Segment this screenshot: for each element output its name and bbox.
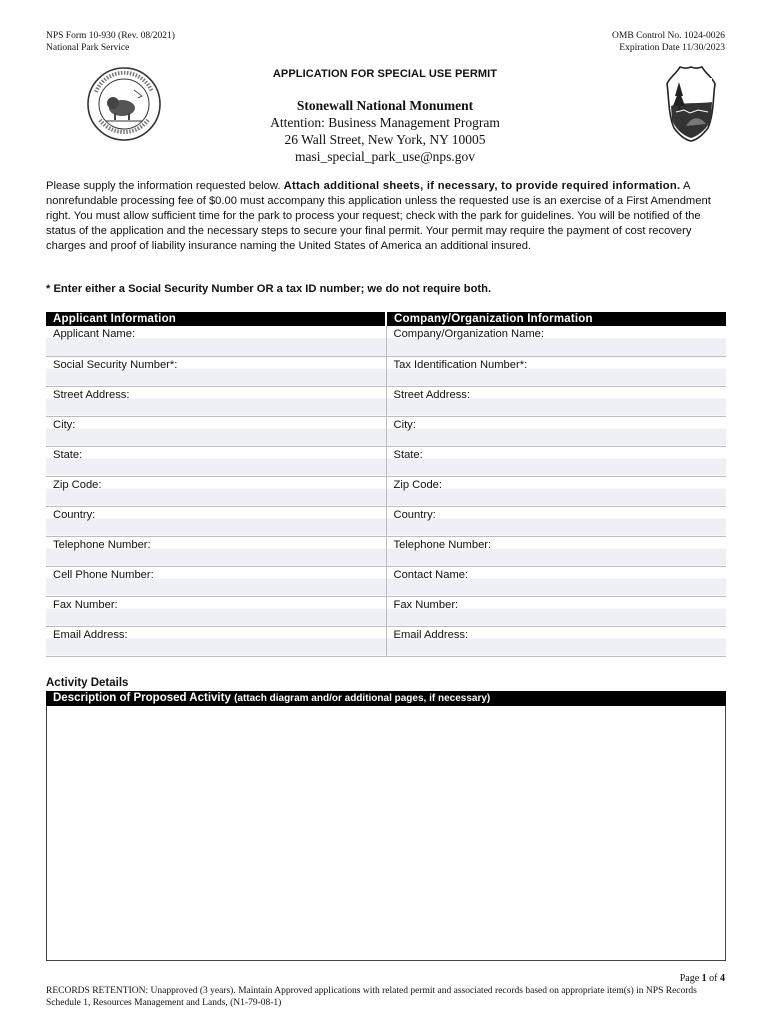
- company-city-field[interactable]: City:: [386, 416, 726, 446]
- table-row: [46, 356, 726, 386]
- attention-line: Attention: Business Management Program: [270, 115, 500, 130]
- company-fax-field[interactable]: Fax Number:: [386, 596, 726, 626]
- instructions-bold: Attach additional sheets, if necessary, to provide required information.: [283, 180, 681, 192]
- company-state-field[interactable]: State:: [386, 446, 726, 476]
- applicant-cell-field[interactable]: Cell Phone Number:: [46, 566, 386, 596]
- company-street-field[interactable]: Street Address:: [386, 386, 726, 416]
- ssn-field[interactable]: Social Security Number*:: [46, 356, 386, 386]
- instructions-rest: A nonrefundable processing fee of $0.00 must accompany this application unless the requested use is an exercise of a First Amendment right. You must allow sufficient time for the park to process your request; check with the park for guidelines. You will be notified of the status of the application and the necessary steps to secure your final permit. Your permit may require the payment of cost recovery charges and proof of liability insurance naming the United States of America an additional insured.: [46, 180, 711, 252]
- applicant-city-field[interactable]: City:: [46, 416, 386, 446]
- table-row: [46, 566, 726, 596]
- activity-details-title: Activity Details: [46, 677, 129, 689]
- activity-description-label: Description of Proposed Activity: [53, 692, 231, 704]
- applicant-phone-field[interactable]: Telephone Number:: [46, 536, 386, 566]
- applicant-street-field[interactable]: Street Address:: [46, 386, 386, 416]
- omb-control-number: OMB Control No. 1024-0026: [612, 31, 725, 41]
- page-current: 1: [701, 973, 707, 984]
- park-name: Stonewall National Monument: [296, 98, 474, 113]
- table-row: [46, 626, 726, 656]
- applicant-zip-field[interactable]: Zip Code:: [46, 476, 386, 506]
- table-row: [46, 536, 726, 566]
- park-address-block: [0, 97, 770, 165]
- ssn-tax-id-note: * Enter either a Social Security Number OR a tax ID number; we do not require both.: [46, 283, 492, 295]
- form-number: NPS Form 10-930 (Rev. 08/2021): [46, 31, 175, 41]
- company-zip-field[interactable]: Zip Code:: [386, 476, 726, 506]
- company-info-header: Company/Organization Information: [386, 312, 726, 326]
- activity-description-note: (attach diagram and/or additional pages, if necessary): [234, 693, 491, 704]
- instructions-paragraph: [46, 179, 726, 254]
- table-row: [46, 416, 726, 446]
- page-label: Page: [679, 973, 700, 984]
- form-header-right: [612, 31, 725, 54]
- table-row: [46, 476, 726, 506]
- company-phone-field[interactable]: Telephone Number:: [386, 536, 726, 566]
- street-address: 26 Wall Street, New York, NY 10005: [284, 132, 486, 147]
- company-contact-field[interactable]: Contact Name:: [386, 566, 726, 596]
- table-row: [46, 506, 726, 536]
- company-email-field[interactable]: Email Address:: [386, 626, 726, 656]
- applicant-name-field[interactable]: Applicant Name:: [46, 326, 386, 356]
- table-row: [46, 386, 726, 416]
- table-row: [46, 446, 726, 476]
- applicant-info-table: [46, 312, 726, 657]
- instructions-lead: Please supply the information requested below.: [46, 180, 281, 192]
- applicant-email-field[interactable]: Email Address:: [46, 626, 386, 656]
- records-retention-note: RECORDS RETENTION: Unapproved (3 years). Maintain Approved applications with related permit and associated records based on appropriate item(s) in NPS Records Schedule 1, Resources Management and Lands, (N1-79-08-1): [46, 986, 697, 1008]
- expiration-date: Expiration Date 11/30/2023: [619, 42, 725, 53]
- form-header-left: [46, 31, 175, 54]
- park-email: masi_special_park_use@nps.gov: [294, 149, 476, 164]
- applicant-fax-field[interactable]: Fax Number:: [46, 596, 386, 626]
- activity-description-header: [46, 691, 726, 706]
- company-country-field[interactable]: Country:: [386, 506, 726, 536]
- page-of: of: [709, 973, 718, 984]
- applicant-info-header: Applicant Information: [46, 312, 386, 326]
- applicant-country-field[interactable]: Country:: [46, 506, 386, 536]
- agency-name: National Park Service: [46, 42, 130, 53]
- page-number: [680, 973, 725, 984]
- activity-description-field[interactable]: [46, 706, 726, 961]
- company-name-field[interactable]: Company/Organization Name:: [386, 326, 726, 356]
- table-row: [46, 326, 726, 356]
- form-title: APPLICATION FOR SPECIAL USE PERMIT: [272, 68, 498, 80]
- page-total: 4: [720, 973, 725, 984]
- applicant-state-field[interactable]: State:: [46, 446, 386, 476]
- table-row: [46, 596, 726, 626]
- tax-id-field[interactable]: Tax Identification Number*:: [386, 356, 726, 386]
